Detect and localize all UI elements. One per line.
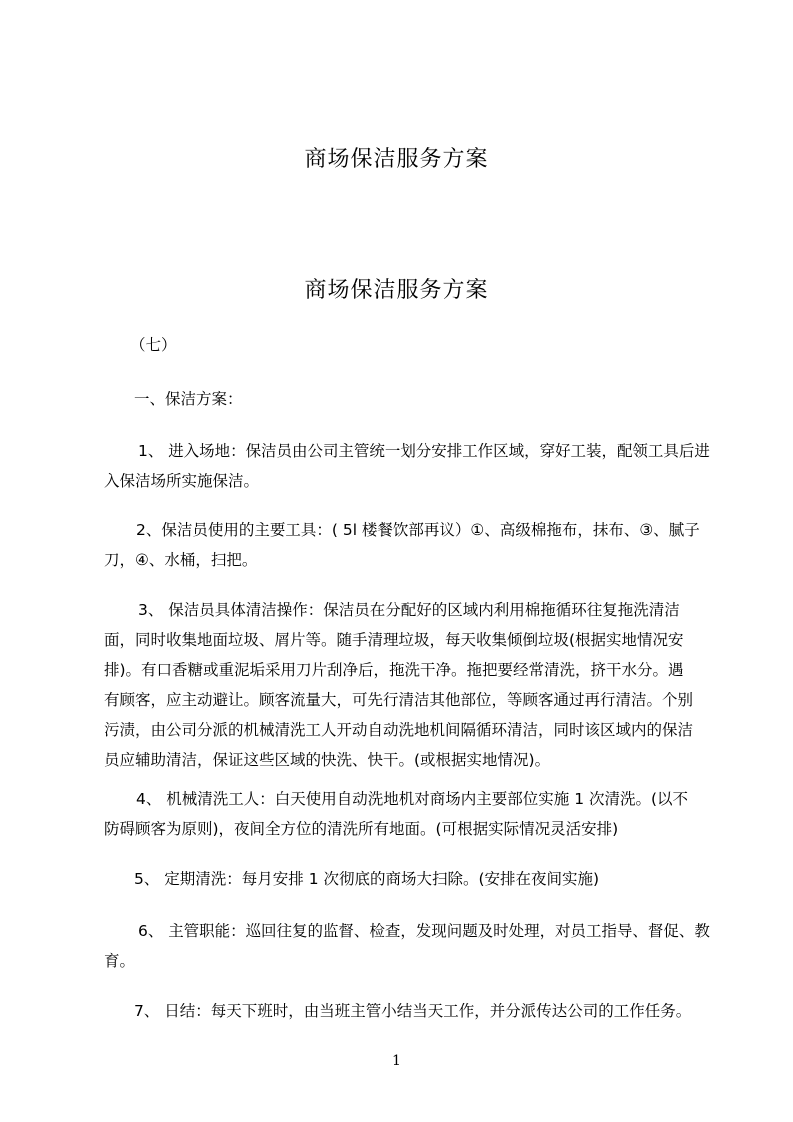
item-4-line-1: 4、 机械清洗工人：白天使用自动洗地机对商场内主要部位实施 1 次清洗。(以不: [136, 790, 689, 808]
item-3-line-1: 3、 保洁员具体清洁操作：保洁员在分配好的区域内利用棉拖循环往复拖洗清洁: [138, 601, 680, 619]
list-item: [104, 595, 710, 775]
document-heading: 商场保洁服务方案: [304, 278, 489, 303]
section-title: 一、保洁方案：: [134, 390, 243, 408]
item-3-line-2: 面，同时收集地面垃圾、屑片等。随手清理垃圾，每天收集倾倒垃圾(根据实地情况安: [104, 631, 684, 649]
item-7-line-1: 7、 日结：每天下班时，由当班主管小结当天工作，并分派传达公司的工作任务。: [134, 1002, 692, 1020]
list-item: [104, 515, 710, 575]
list-item: [104, 996, 710, 1026]
item-1-line-2: 入保洁场所实施保洁。: [104, 472, 260, 490]
item-3-line-5: 污渍，由公司分派的机械清洗工人开动自动洗地机间隔循环清洁，同时该区域内的保洁: [104, 721, 694, 739]
item-6-line-1: 6、 主管职能：巡回往复的监督、检查，发现问题及时处理，对员工指导、督促、教: [138, 922, 710, 940]
list-item: [104, 916, 710, 976]
item-3-line-3: 排)。有口香糖或重泥垢采用刀片刮净后，拖洗干净。拖把要经常清洗，挤干水分。遇: [104, 661, 684, 679]
list-item: [104, 784, 710, 844]
section-marker: （七）: [130, 336, 177, 354]
list-item: [104, 436, 710, 496]
item-3-line-4: 有顾客，应主动避让。顾客流量大，可先行清洁其他部位，等顾客通过再行清洁。个别: [104, 691, 694, 709]
item-6-line-2: 育。: [104, 952, 136, 970]
cover-title: 商场保洁服务方案: [304, 147, 489, 172]
item-4-line-2: 防碍顾客为原则)，夜间全方位的清洗所有地面。(可根据实际情况灵活安排): [104, 820, 619, 838]
list-item: [104, 864, 710, 894]
item-5-line-1: 5、 定期清洗：每月安排 1 次彻底的商场大扫除。(安排在夜间实施): [134, 870, 600, 888]
item-2-line-2: 刀，④、水桶，扫把。: [104, 551, 258, 569]
item-2-line-1: 2、保洁员使用的主要工具：( 5l 楼餐饮部再议）①、高级棉拖布，抹布、③、腻子: [136, 521, 700, 539]
item-3-line-6: 员应辅助清洁，保证这些区域的快洗、快干。(或根据实地情况)。: [104, 751, 551, 769]
page-number: 1: [392, 1053, 401, 1069]
item-1-line-1: 1、 进入场地：保洁员由公司主管统一划分安排工作区域，穿好工装，配领工具后进: [138, 442, 710, 460]
